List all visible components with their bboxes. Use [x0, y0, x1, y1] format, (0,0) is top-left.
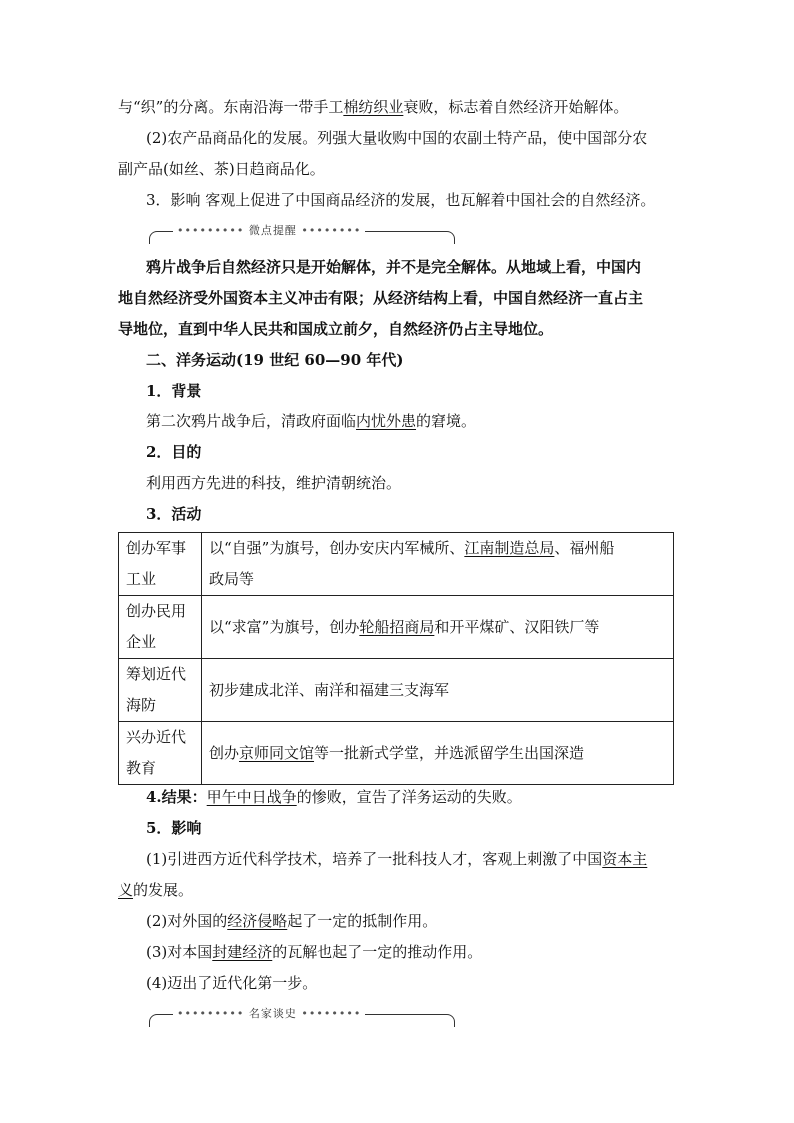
table-cell-category: 兴办近代 教育	[119, 722, 202, 785]
text-span: 的窘境。	[416, 412, 477, 430]
heading-text: 2．目的	[146, 443, 202, 461]
text-line	[0, 973, 794, 993]
text-span: 地自然经济受外国资本主义冲击有限；从经济结构上看，中国自然经济一直占主	[118, 289, 644, 307]
text-line	[0, 190, 794, 210]
text-line	[0, 942, 794, 962]
tip-line	[0, 257, 794, 277]
table-cell-detail: 创办京师同文馆等一批新式学堂，并选派留学生出国深造	[202, 722, 674, 785]
callout-title: 名家谈史	[248, 1007, 297, 1020]
text-span: 导地位，直到中华人民共和国成立前夕，自然经济仍占主导地位。	[118, 320, 554, 338]
subsection-title	[0, 504, 794, 524]
subsection-title	[0, 442, 794, 462]
table-cell-category: 筹划近代 海防	[119, 659, 202, 722]
text-span: 与“织”的分离。东南沿海一带手工	[118, 98, 344, 116]
table-row	[119, 596, 674, 659]
table-row	[119, 533, 674, 596]
text-span: 衰败，标志着自然经济开始解体。	[403, 98, 629, 116]
table-cell-category: 创办民用 企业	[119, 596, 202, 659]
dots-decoration: •••••••••	[177, 1007, 245, 1020]
text-line	[0, 411, 794, 431]
subsection-title	[0, 818, 794, 838]
underlined-term: 封建经济	[212, 943, 273, 961]
table-row	[119, 722, 674, 785]
callout-header-tip	[149, 225, 455, 241]
table-cell-category: 创办军事 工业	[119, 533, 202, 596]
text-span: 副产品(如丝、茶)日趋商品化。	[118, 160, 325, 178]
underlined-term: 京师同文馆	[239, 743, 315, 762]
table-cell-detail: 初步建成北洋、南洋和福建三支海军	[202, 659, 674, 722]
text-line	[0, 911, 794, 931]
table-row	[119, 659, 674, 722]
dots-decoration: ••••••••	[301, 224, 362, 237]
section-heading	[0, 350, 794, 370]
text-span: (1)引进西方近代科学技术，培养了一批科技人才，客观上刺激了中国	[146, 850, 603, 868]
underlined-term: 义	[118, 881, 134, 899]
underlined-term: 棉纺织业	[343, 98, 404, 116]
text-span: 起了一定的抵制作用。	[287, 912, 438, 930]
text-line	[0, 849, 794, 869]
callout-title: 微点提醒	[248, 224, 297, 237]
text-span: (2)农产品商品化的发展。列强大量收购中国的农副土特产品，使中国部分农	[146, 129, 648, 147]
text-span: 鸦片战争后自然经济只是开始解体，并不是完全解体。从地域上看，中国内	[146, 258, 642, 276]
callout-label	[173, 1005, 365, 1021]
heading-text: 二、洋务运动(19 世纪 60—90 年代)	[146, 351, 404, 369]
text-span: 4.结果：	[146, 788, 207, 806]
text-span: 利用西方先进的科技，维护清朝统治。	[146, 474, 402, 492]
underlined-term: 内忧外患	[356, 412, 417, 430]
heading-text: 3．活动	[146, 505, 202, 523]
text-span: 的瓦解也起了一定的推动作用。	[272, 943, 483, 961]
table-cell-detail: 以“求富”为旗号，创办轮船招商局和开平煤矿、汉阳铁厂等	[202, 596, 674, 659]
text-line	[0, 880, 794, 900]
table-cell-detail: 以“自强”为旗号，创办安庆内军械所、江南制造总局、福州船 政局等	[202, 533, 674, 596]
underlined-term: 甲午中日战争	[206, 788, 297, 806]
heading-text: 5．影响	[146, 819, 202, 837]
text-span: 的惨败，宣告了洋务运动的失败。	[296, 788, 522, 806]
callout-label	[173, 222, 365, 238]
tip-line	[0, 319, 794, 339]
text-line	[0, 128, 794, 148]
text-span: (3)对本国	[146, 943, 213, 961]
text-line	[0, 787, 794, 807]
text-line	[0, 159, 794, 179]
underlined-term: 江南制造总局	[464, 539, 555, 557]
subsection-title	[0, 381, 794, 401]
text-span: (4)迈出了近代化第一步。	[146, 974, 318, 992]
tip-line	[0, 288, 794, 308]
text-line	[0, 97, 794, 117]
underlined-term: 经济侵略	[227, 912, 288, 930]
activities-table	[118, 532, 674, 785]
underlined-term: 轮船招商局	[359, 617, 435, 636]
callout-header-history	[149, 1008, 455, 1024]
text-span: 第二次鸦片战争后，清政府面临	[146, 412, 357, 430]
text-line	[0, 473, 794, 493]
underlined-term: 资本主	[602, 850, 648, 868]
text-span: 的发展。	[133, 881, 194, 899]
heading-text: 1．背景	[146, 382, 202, 400]
dots-decoration: •••••••••	[177, 224, 245, 237]
dots-decoration: ••••••••	[301, 1007, 362, 1020]
text-span: 3．影响 客观上促进了中国商品经济的发展，也瓦解着中国社会的自然经济。	[146, 191, 656, 209]
text-span: (2)对外国的	[146, 912, 228, 930]
